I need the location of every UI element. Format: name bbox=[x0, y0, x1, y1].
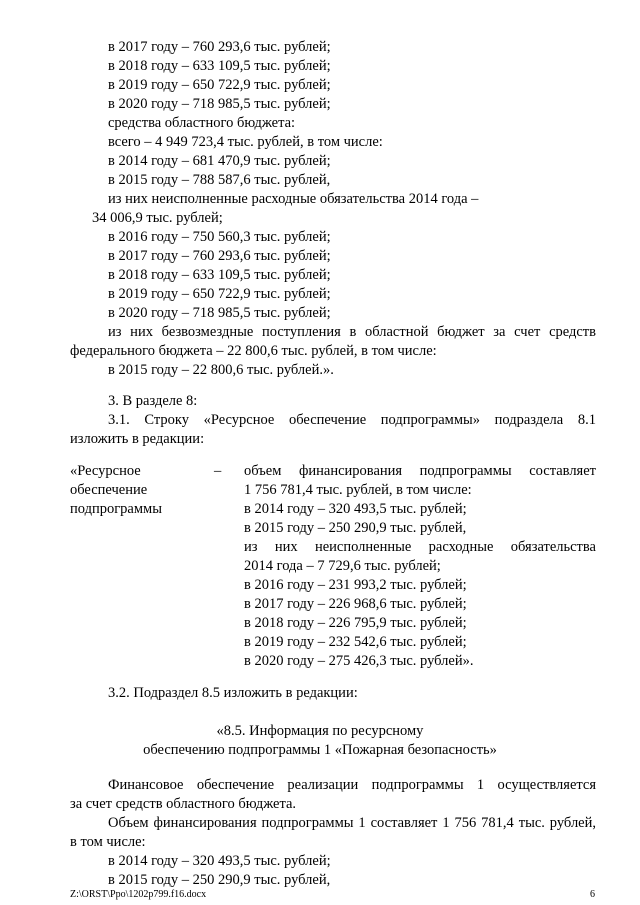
regional-line-2017: в 2017 году – 760 293,6 тыс. рублей; bbox=[108, 248, 331, 264]
page-number: 6 bbox=[590, 889, 595, 900]
section-3-1-line2: изложить в редакции: bbox=[70, 431, 205, 447]
body-line-2015: в 2015 году – 250 290,9 тыс. рублей, bbox=[108, 872, 331, 888]
paragraph-2-line2: в том числе: bbox=[70, 834, 146, 850]
table-right-line9: в 2018 году – 226 795,9 тыс. рублей; bbox=[244, 615, 467, 631]
regional-line-2014: в 2014 году – 681 470,9 тыс. рублей; bbox=[108, 153, 331, 169]
obligations-line: из них неисполненные расходные обязательства 2014 года – bbox=[108, 191, 479, 207]
table-right-line8: в 2017 году – 226 968,6 тыс. рублей; bbox=[244, 596, 467, 612]
table-right-line3: в 2014 году – 320 493,5 тыс. рублей; bbox=[244, 501, 467, 517]
section-3-2: 3.2. Подраздел 8.5 изложить в редакции: bbox=[108, 685, 358, 701]
regional-line-2016: в 2016 году – 750 560,3 тыс. рублей; bbox=[108, 229, 331, 245]
table-right-line11: в 2020 году – 275 426,3 тыс. рублей». bbox=[244, 653, 474, 669]
obligations-amount: 34 006,9 тыс. рублей; bbox=[92, 210, 223, 226]
paragraph-1-line1: Финансовое обеспечение реализации подпрограммы 1 осуществляется bbox=[108, 777, 596, 793]
regional-budget-label: средства областного бюджета: bbox=[108, 115, 296, 131]
budget-line-2017: в 2017 году – 760 293,6 тыс. рублей; bbox=[108, 39, 331, 55]
table-right-line6: 2014 года – 7 729,6 тыс. рублей; bbox=[244, 558, 441, 574]
subsection-title-line1: «8.5. Информация по ресурсному bbox=[216, 723, 424, 739]
federal-funds-line1: из них безвозмездные поступления в областной бюджет за счет средств bbox=[108, 324, 596, 340]
budget-line-2020: в 2020 году – 718 985,5 тыс. рублей; bbox=[108, 96, 331, 112]
regional-line-2019: в 2019 году – 650 722,9 тыс. рублей; bbox=[108, 286, 331, 302]
subsection-title-line2: обеспечению подпрограммы 1 «Пожарная безопасность» bbox=[143, 742, 497, 758]
federal-funds-line3: в 2015 году – 22 800,6 тыс. рублей.». bbox=[108, 362, 334, 378]
section-3-1-line1: 3.1. Строку «Ресурсное обеспечение подпрограммы» подраздела 8.1 bbox=[108, 412, 596, 428]
table-right-line10: в 2019 году – 232 542,6 тыс. рублей; bbox=[244, 634, 467, 650]
table-left-line3: подпрограммы bbox=[70, 501, 162, 517]
footer-file-path: Z:\ORST\Ppo\1202p799.f16.docx bbox=[70, 889, 207, 900]
table-dash: – bbox=[214, 463, 222, 479]
regional-line-2020: в 2020 году – 718 985,5 тыс. рублей; bbox=[108, 305, 331, 321]
budget-line-2018: в 2018 году – 633 109,5 тыс. рублей; bbox=[108, 58, 331, 74]
table-right-line7: в 2016 году – 231 993,2 тыс. рублей; bbox=[244, 577, 467, 593]
paragraph-1-line2: за счет средств областного бюджета. bbox=[70, 796, 297, 812]
regional-line-2018: в 2018 году – 633 109,5 тыс. рублей; bbox=[108, 267, 331, 283]
table-right-line2: 1 756 781,4 тыс. рублей, в том числе: bbox=[244, 482, 472, 498]
table-left-line2: обеспечение bbox=[70, 482, 148, 498]
regional-line-2015: в 2015 году – 788 587,6 тыс. рублей, bbox=[108, 172, 331, 188]
federal-funds-line2: федерального бюджета – 22 800,6 тыс. рублей, в том числе: bbox=[70, 343, 437, 359]
table-right-line5: из них неисполненные расходные обязательства bbox=[244, 539, 596, 555]
paragraph-2-line1: Объем финансирования подпрограммы 1 составляет 1 756 781,4 тыс. рублей, bbox=[108, 815, 596, 831]
regional-total-line: всего – 4 949 723,4 тыс. рублей, в том числе: bbox=[108, 134, 383, 150]
table-right-line4: в 2015 году – 250 290,9 тыс. рублей, bbox=[244, 520, 467, 536]
table-right-line1: объем финансирования подпрограммы составляет bbox=[244, 463, 596, 479]
budget-line-2019: в 2019 году – 650 722,9 тыс. рублей; bbox=[108, 77, 331, 93]
section-3-heading: 3. В разделе 8: bbox=[108, 393, 198, 409]
table-left-line1: «Ресурсное bbox=[70, 463, 141, 479]
body-line-2014: в 2014 году – 320 493,5 тыс. рублей; bbox=[108, 853, 331, 869]
